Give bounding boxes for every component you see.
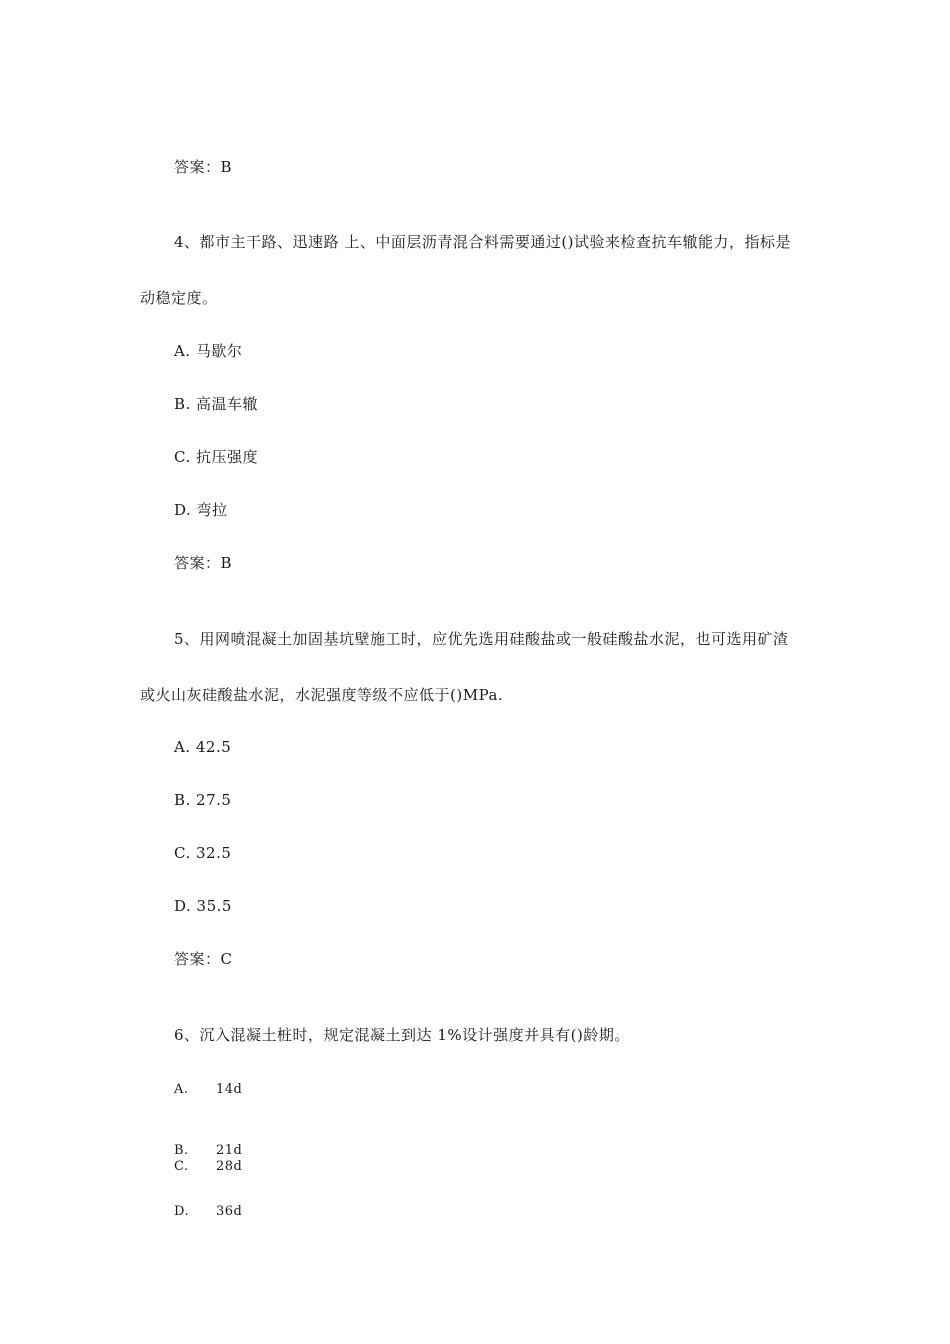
answer-q5: 答案：C <box>174 950 233 968</box>
q5-option-b: B. 27.5 <box>174 791 232 809</box>
q5-text-line2: 或火山灰硅酸盐水泥，水泥强度等级不应低于()MPa. <box>140 686 504 704</box>
q4-option-a: A. 马歇尔 <box>174 342 243 360</box>
q5-option-d: D. 35.5 <box>174 897 232 915</box>
q4-option-c: C. 抗压强度 <box>174 448 258 466</box>
answer-q3: 答案：B <box>174 158 233 176</box>
q5-option-c: C. 32.5 <box>174 844 232 862</box>
q6-option-d <box>174 1203 242 1221</box>
q6-text-line1: 6、沉入混凝土桩时，规定混凝土到达 1%设计强度并具有()龄期。 <box>174 1026 630 1044</box>
q6-option-b-value: 21d <box>216 1143 243 1158</box>
q5-text-line1: 5、用网喷混凝土加固基坑壁施工时，应优先选用硅酸盐或一般硅酸盐水泥，也可选用矿渣 <box>174 630 789 648</box>
q6-option-a <box>174 1081 242 1099</box>
q4-text-line1: 4、都市主干路、迅速路 上、中面层沥青混合料需要通过()试验来检查抗车辙能力，指标是 <box>174 233 792 251</box>
q6-option-c <box>174 1158 242 1176</box>
q4-option-d: D. 弯拉 <box>174 501 228 519</box>
q6-option-d-value: 36d <box>216 1204 243 1219</box>
q6-option-a-value: 14d <box>216 1082 243 1097</box>
q6-option-c-value: 28d <box>216 1159 243 1174</box>
q6-option-c-label: C. <box>174 1159 189 1174</box>
q6-option-d-label: D. <box>174 1204 190 1219</box>
q5-option-a: A. 42.5 <box>174 738 232 756</box>
q6-option-a-label: A. <box>174 1082 189 1097</box>
q4-option-b: B. 高温车辙 <box>174 395 259 413</box>
q6-option-b-label: B. <box>174 1143 189 1158</box>
q4-text-line2: 动稳定度。 <box>140 289 218 307</box>
answer-q4: 答案：B <box>174 554 233 572</box>
